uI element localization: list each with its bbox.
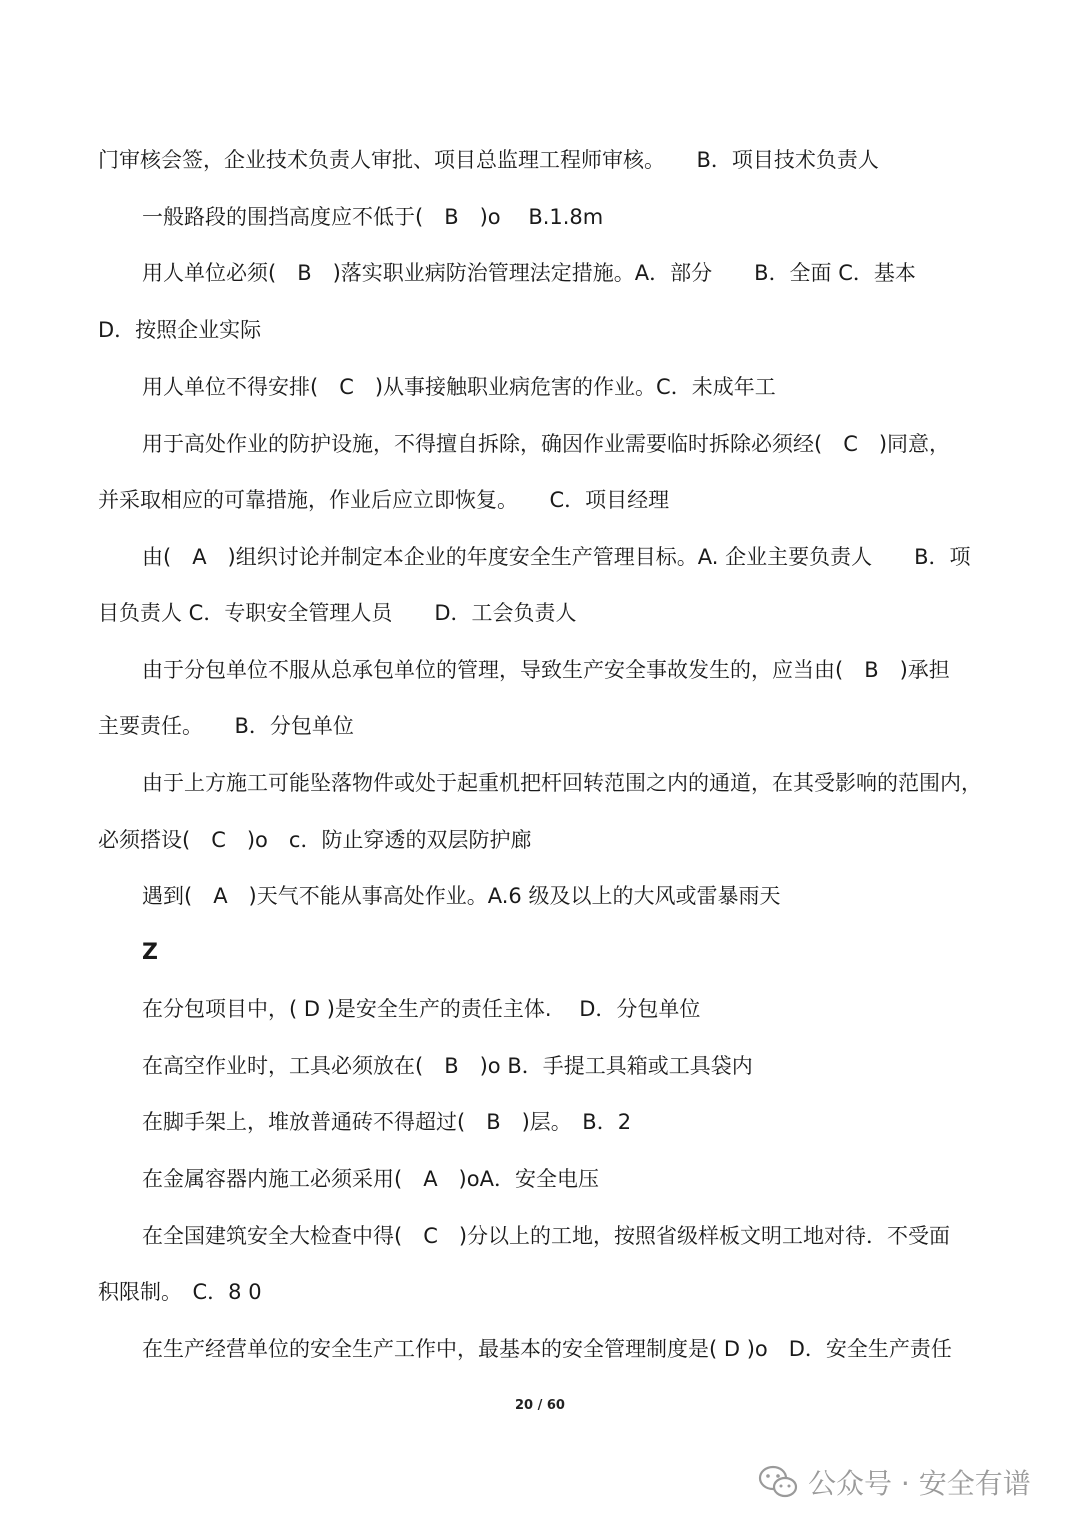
text-line: 用人单位不得安排( C )从事接触职业病危害的作业。C．未成年工 (142, 375, 776, 399)
text-line: 在分包项目中，( D )是安全生产的责任主体. D．分包单位 (142, 997, 701, 1021)
text-line: 遇到( A )天气不能从事高处作业。A.6 级及以上的大风或雷暴雨天 (142, 884, 781, 908)
text-line: 主要责任。 B．分包单位 (98, 714, 354, 738)
text-line: 目负责人 C．专职安全管理人员 D．工会负责人 (98, 601, 577, 625)
text-line: 在生产经营单位的安全生产工作中，最基本的安全管理制度是( D )o D．安全生产责任 (142, 1337, 952, 1361)
text-line: 必须搭设( C )o c．防止穿透的双层防护廊 (98, 828, 532, 852)
text-line: 在金属容器内施工必须采用( A )oA．安全电压 (142, 1167, 599, 1191)
text-line: 由( A )组织讨论并制定本企业的年度安全生产管理目标。A. 企业主要负责人 B．项 (142, 545, 971, 569)
page-number: 20 / 60 (515, 1398, 565, 1413)
text-line: 用人单位必须( B )落实职业病防治管理法定措施。A．部分 B．全面 C．基本 (142, 261, 916, 285)
wechat-icon (758, 1465, 798, 1499)
text-line: 积限制。 C．8 0 (98, 1280, 262, 1304)
text-line: 由于上方施工可能坠落物件或处于起重机把杆回转范围之内的通道，在其受影响的范围内， (142, 771, 982, 795)
text-line: D．按照企业实际 (98, 318, 262, 342)
text-line: 在脚手架上，堆放普通砖不得超过( B )层。 B．2 (142, 1110, 632, 1134)
text-line: 用于高处作业的防护设施，不得擅自拆除，确因作业需要临时拆除必须经( C )同意， (142, 432, 951, 456)
text-line: 在高空作业时，工具必须放在( B )o B．手提工具箱或工具袋内 (142, 1054, 753, 1078)
watermark (758, 1462, 1031, 1502)
watermark-text: 公众号 · 安全有谱 (808, 1467, 1031, 1500)
text-line: 一般路段的围挡高度应不低于( B )o B.1.8m (142, 205, 604, 229)
text-line: 并采取相应的可靠措施，作业后应立即恢复。 C．项目经理 (98, 488, 670, 512)
text-line: 由于分包单位不服从总承包单位的管理，导致生产安全事故发生的，应当由( B )承担 (142, 658, 950, 682)
text-line: 门审核会签，企业技术负责人审批、项目总监理工程师审核。 B．项目技术负责人 (98, 148, 879, 172)
text-line: 在全国建筑安全大检查中得( C )分以上的工地，按照省级样板文明工地对待．不受面 (142, 1224, 951, 1248)
section-letter: Z (142, 940, 158, 965)
